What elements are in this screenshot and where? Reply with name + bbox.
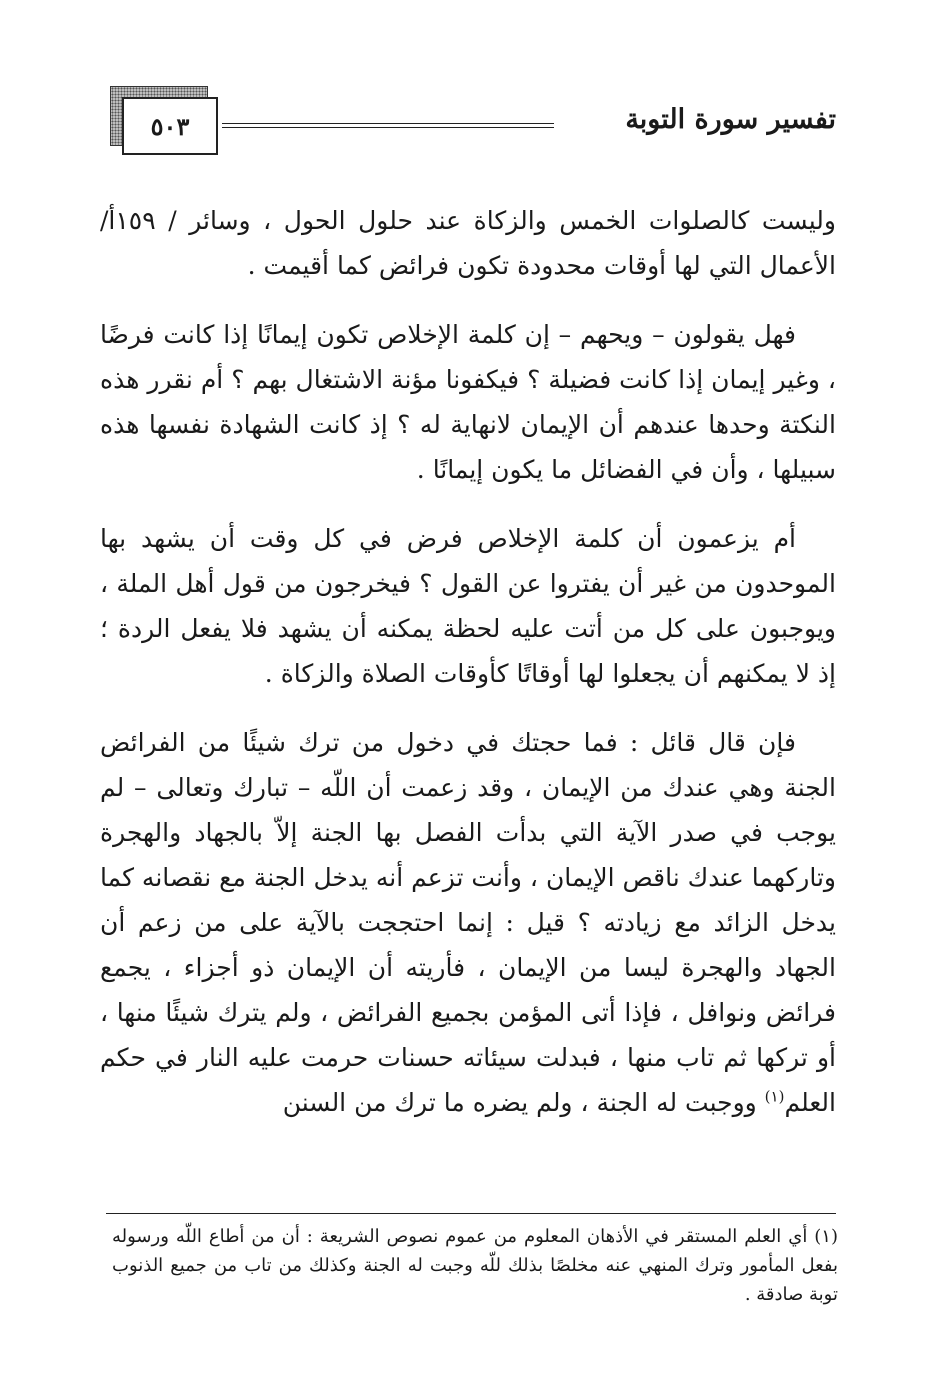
page-number: ٥٠٣ [150,111,190,141]
header-rule [222,123,554,124]
paragraph: أم يزعمون أن كلمة الإخلاص فرض في كل وقت أن يشهد بها الموحدون من غير أن يفتروا عن القول ؟ فيخرجون من قول أهل الملة ، ويوجبون على كل من أتت عليه لحظة يمكنه أن يشهد فلا يفعل الردة ؛ إذ لا يمكنهم أن يجعلوا لها أوقاتًا كأوقات الصلاة والزكاة . [100,524,836,688]
body-text [100,198,836,1149]
paragraph-text: ووجبت له الجنة ، ولم يضره ما ترك من السنن [282,1088,765,1117]
page-number-box [122,97,218,155]
running-header-title: تفسير سورة التوبة [625,104,836,135]
footnote-marker: (١) [764,1087,785,1106]
paragraph [100,720,836,1125]
footnote [112,1222,838,1309]
paragraph-text: فإن قال قائل : فما حجتك في دخول من ترك شيئًا من الفرائض الجنة وهي عندك من الإيمان ، وقد زعمت أن اللّه – تبارك وتعالى – لم يوجب في صدر الآية التي بدأت الفصل بها الجنة إلاّ بالجهاد والهجرة وتاركهما عندك ناقص الإيمان ، وأنت تزعم أنه يدخل الجنة مع نقصانه كما يدخل الزائد مع زيادته ؟ قيل : إنما احتججت بالآية على من زعم أن الجهاد والهجرة ليسا من الإيمان ، فأريته أن الإيمان ذو أجزاء ، يجمع فرائض ونوافل ، فإذا أتى المؤمن بجميع الفرائض ، ولم يترك شيئًا منها ، أو تركها ثم تاب منها ، فبدلت سيئاته حسنات حرمت عليه النار في حكم العلم [100,728,836,1117]
paragraph: فهل يقولون – ويحهم – إن كلمة الإخلاص تكون إيمانًا إذا كانت فرضًا ، وغير إيمان إذا كانت فضيلة ؟ فيكفونا مؤنة الاشتغال بهم ؟ أم نقرر هذه النكتة وحدها عندهم أن الإيمان لانهاية له ؟ إذ كانت الشهادة نفسها هذه سبيلها ، وأن في الفضائل ما يكون إيمانًا . [100,320,836,484]
footnote-text: (١) أي العلم المستقر في الأذهان المعلوم من عموم نصوص الشريعة : أن من أطاع اللّه ورسوله بفعل المأمور وترك المنهي عنه مخلصًا بذلك للّه وجبت له الجنة وكذلك من تاب من جميع الذنوب توبة صادقة . [112,1226,838,1305]
footnote-separator [106,1213,836,1214]
header-rule [222,127,554,128]
paragraph: وليست كالصلوات الخمس والزكاة عند حلول الحول ، وسائر / ١٥٩أ/ الأعمال التي لها أوقات محدودة تكون فرائض كما أقيمت . [100,206,836,280]
